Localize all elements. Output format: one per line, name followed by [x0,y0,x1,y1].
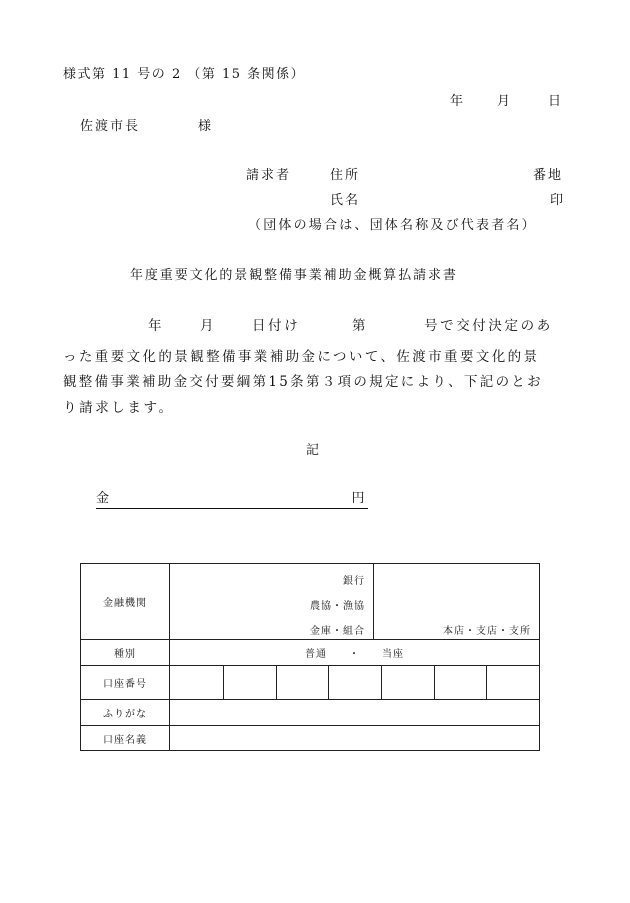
address-suffix: 番地 [533,168,564,183]
bank-account-table [80,563,540,751]
body-no-prefix: 第 [352,318,367,334]
digit-box [223,666,276,699]
furigana-field [170,700,540,726]
body-line-2: った重要文化的景観整備事業補助金について、佐渡市重要文化的景 [63,349,540,365]
account-number-label: 口座番号 [81,666,170,700]
requester-label: 請求者 [246,168,292,183]
bank-text: 銀行 [343,576,365,587]
digit-box [434,666,487,699]
body-line-4: り請求します。 [63,400,175,416]
body-no-suffix: 号で交付決定のあ [424,318,553,334]
credit-union-text: 金庫・組合 [310,626,365,637]
amount-line [96,492,368,509]
account-name-label: 口座名義 [81,726,170,751]
body-line-3: 観整備事業補助金交付要綱第15条第３項の規定により、下記のとお [63,374,543,390]
amount-prefix: 金 [96,491,111,506]
agri-fish-coop-text: 農協・漁協 [310,601,365,612]
institution-type-cell [170,564,374,640]
branch-cell [374,564,540,640]
account-name-field [170,726,540,751]
type-options: 普通 ・ 当座 [170,640,540,666]
type-label: 種別 [81,640,170,666]
amount-suffix: 円 [351,491,366,506]
institution-label: 金融機関 [81,564,170,640]
form-number: 様式第 11 号の 2 （第 15 条関係） [63,67,306,82]
seal-mark: 印 [550,193,565,208]
ki-mark: 記 [306,443,321,458]
institution-row [81,564,540,640]
furigana-row [81,700,540,726]
type-row [81,640,540,666]
digit-box [276,666,329,699]
body-year: 年 [148,318,163,334]
address-label: 住所 [330,168,361,183]
body-dated: 日付け [252,318,301,334]
date-day: 日 [548,94,563,109]
organization-note: （団体の場合は、団体名称及び代表者名） [248,218,537,233]
digit-box [328,666,381,699]
date-year: 年 [450,94,465,109]
branch-text: 本店・支店・支所 [443,626,531,637]
date-month: 月 [497,94,512,109]
addressee-honorific: 様 [198,119,213,134]
digit-box [381,666,434,699]
digit-box [486,666,539,699]
account-name-row [81,726,540,751]
digit-box [170,666,223,699]
document-title: 年度重要文化的景観整備事業補助金概算払請求書 [130,268,458,283]
furigana-label: ふりがな [81,700,170,726]
name-label: 氏名 [330,193,361,208]
account-number-boxes [170,666,540,700]
body-month: 月 [200,318,215,334]
account-number-row [81,666,540,700]
addressee-name: 佐渡市長 [80,119,141,134]
